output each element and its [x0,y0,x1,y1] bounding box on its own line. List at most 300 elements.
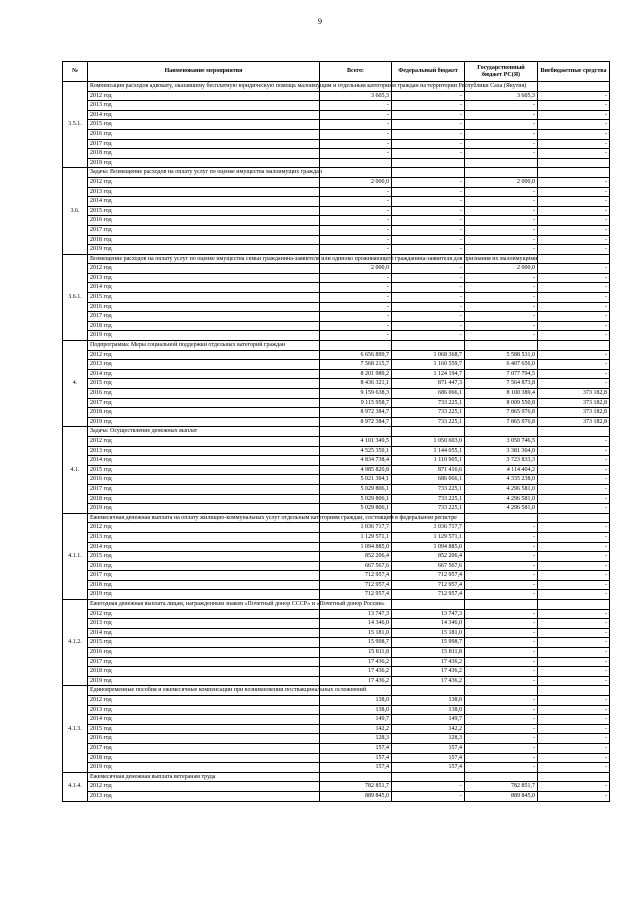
table-row [63,494,610,504]
total-cell: 4 985 820,8 [320,465,392,475]
section-title-row [63,168,610,178]
state-cell: - [465,293,538,303]
state-cell: 2 000,0 [465,264,538,274]
section-title-empty-cell [392,427,465,437]
section-title: Ежемесячная денежная выплата на оплату жилищно-коммунальных услуг отдельным категориям граждан, состоящим в федеральном регистре [88,513,320,523]
offbudget-cell: - [538,331,610,341]
table-row [63,648,610,658]
year-cell: 2019 год [88,504,320,514]
table-row [63,552,610,562]
year-cell: 2013 год [88,101,320,111]
header-federal: Федеральный бюджет [392,62,465,82]
year-cell: 2016 год [88,734,320,744]
table-row [63,705,610,715]
total-cell: - [320,321,392,331]
section-title-empty-cell [538,513,610,523]
table-row [63,302,610,312]
offbudget-cell: - [538,312,610,322]
table-row [63,782,610,792]
federal-cell: - [392,312,465,322]
year-cell: 2012 год [88,436,320,446]
section-title: Возмещение расходов на оплату услуг по оценке имущества семьи гражданина-заявителя или одиноко проживающего гражданина-заявителя для признания их малоимущими [88,254,320,264]
header-state: Государственный бюджет РС(Я) [465,62,538,82]
state-cell: - [465,245,538,255]
offbudget-cell: 373 182,8 [538,389,610,399]
year-cell: 2012 год [88,696,320,706]
section-title: Подпрограмма: Меры социальной поддержки отдельных категорий граждан [88,341,320,351]
state-cell: - [465,648,538,658]
table-row [63,791,610,801]
total-cell: 8 972 384,7 [320,417,392,427]
total-cell: 4 525 359,1 [320,446,392,456]
year-cell: 2013 год [88,273,320,283]
table-row [63,197,610,207]
table-row [63,369,610,379]
table-row [63,561,610,571]
total-cell: - [320,206,392,216]
section-title-empty-cell [465,686,538,696]
federal-cell: 686 066,1 [392,389,465,399]
year-cell: 2019 год [88,763,320,773]
state-cell: - [465,216,538,226]
year-cell: 2018 год [88,494,320,504]
year-cell: 2015 год [88,379,320,389]
section-title-empty-cell [465,600,538,610]
total-cell: 5 029 806,1 [320,504,392,514]
federal-cell: 128,3 [392,734,465,744]
offbudget-cell: - [538,619,610,629]
table-row [63,542,610,552]
section-title-empty-cell [392,772,465,782]
table-row [63,149,610,159]
state-cell: - [465,580,538,590]
table-row [63,590,610,600]
total-cell: 4 101 349,5 [320,436,392,446]
year-cell: 2016 год [88,302,320,312]
federal-cell: - [392,177,465,187]
federal-cell: - [392,235,465,245]
table-row [63,628,610,638]
state-cell: - [465,283,538,293]
table-row [63,619,610,629]
total-cell: - [320,245,392,255]
state-cell: - [465,638,538,648]
year-cell: 2015 год [88,206,320,216]
year-cell: 2017 год [88,139,320,149]
total-cell: 782 851,7 [320,782,392,792]
state-cell: 2 000,0 [465,177,538,187]
federal-cell: 733 225,1 [392,417,465,427]
offbudget-cell: - [538,369,610,379]
year-cell: 2014 год [88,628,320,638]
total-cell: - [320,235,392,245]
state-cell: - [465,523,538,533]
year-cell: 2012 год [88,91,320,101]
state-cell: - [465,110,538,120]
total-cell: 4 834 738,4 [320,456,392,466]
year-cell: 2012 год [88,177,320,187]
section-title-empty-cell [538,254,610,264]
federal-cell: 1 110 905,1 [392,456,465,466]
federal-cell: 142,2 [392,724,465,734]
offbudget-cell: - [538,504,610,514]
total-cell: - [320,331,392,341]
federal-cell: 871 416,6 [392,465,465,475]
total-cell: 13 747,3 [320,609,392,619]
state-cell: - [465,302,538,312]
year-cell: 2018 год [88,408,320,418]
table-row [63,312,610,322]
table-row [63,475,610,485]
table-row [63,446,610,456]
section-number: 4.1. [63,427,88,513]
table-row [63,504,610,514]
header-total: Всего: [320,62,392,82]
table-row [63,743,610,753]
offbudget-cell: - [538,321,610,331]
federal-cell: 733 225,1 [392,504,465,514]
offbudget-cell: - [538,360,610,370]
year-cell: 2017 год [88,312,320,322]
state-cell: - [465,628,538,638]
year-cell: 2013 год [88,532,320,542]
year-cell: 2016 год [88,475,320,485]
state-cell: 8 009 550,8 [465,398,538,408]
federal-cell: - [392,197,465,207]
total-cell: 5 029 806,1 [320,494,392,504]
state-cell: 7 564 873,8 [465,379,538,389]
table-row [63,273,610,283]
total-cell: 5 029 806,1 [320,484,392,494]
table-row [63,436,610,446]
table-row [63,724,610,734]
federal-cell: 733 225,1 [392,408,465,418]
year-cell: 2016 год [88,648,320,658]
year-cell: 2018 год [88,580,320,590]
total-cell: 17 436,2 [320,676,392,686]
year-cell: 2015 год [88,638,320,648]
federal-cell: 17 436,2 [392,657,465,667]
total-cell: 1 036 717,7 [320,523,392,533]
state-cell: 4 296 581,0 [465,484,538,494]
budget-table [62,61,610,802]
section-title-empty-cell [465,427,538,437]
state-cell: 4 114 404,2 [465,465,538,475]
state-cell: - [465,331,538,341]
total-cell: 9 159 638,3 [320,389,392,399]
table-row [63,120,610,130]
offbudget-cell: - [538,590,610,600]
federal-cell: - [392,139,465,149]
federal-cell: 712 957,4 [392,590,465,600]
offbudget-cell: - [538,129,610,139]
year-cell: 2018 год [88,753,320,763]
total-cell: 1 129 571,1 [320,532,392,542]
section-title-empty-cell [465,341,538,351]
state-cell: - [465,724,538,734]
state-cell: 7 077 794,5 [465,369,538,379]
offbudget-cell: - [538,743,610,753]
year-cell: 2016 год [88,561,320,571]
year-cell: 2015 год [88,293,320,303]
state-cell: - [465,532,538,542]
table-row [63,360,610,370]
offbudget-cell: - [538,638,610,648]
table-row [63,129,610,139]
total-cell: 149,7 [320,715,392,725]
total-cell: 15 998,7 [320,638,392,648]
year-cell: 2015 год [88,120,320,130]
offbudget-cell: - [538,657,610,667]
state-cell: - [465,743,538,753]
total-cell: 7 568 215,7 [320,360,392,370]
table-row [63,532,610,542]
total-cell: - [320,293,392,303]
section-title: Задача: Возмещение расходов на оплату услуг по оценке имущества малоимущих граждан [88,168,320,178]
total-cell: - [320,149,392,159]
header-num: № [63,62,88,82]
state-cell: - [465,312,538,322]
year-cell: 2019 год [88,331,320,341]
federal-cell: 1 094 885,0 [392,542,465,552]
year-cell: 2019 год [88,417,320,427]
federal-cell: - [392,120,465,130]
table-row [63,398,610,408]
table-row [63,187,610,197]
offbudget-cell: - [538,494,610,504]
offbudget-cell: - [538,580,610,590]
state-cell: - [465,120,538,130]
total-cell: - [320,312,392,322]
year-cell: 2013 год [88,446,320,456]
year-cell: 2014 год [88,197,320,207]
total-cell: 889 845,0 [320,791,392,801]
year-cell: 2015 год [88,552,320,562]
table-row [63,609,610,619]
federal-cell: 733 225,1 [392,398,465,408]
offbudget-cell: - [538,715,610,725]
federal-cell: - [392,225,465,235]
offbudget-cell: - [538,120,610,130]
state-cell: - [465,197,538,207]
federal-cell: 1 036 717,7 [392,523,465,533]
state-cell: - [465,542,538,552]
total-cell: 15 181,0 [320,628,392,638]
federal-cell: - [392,187,465,197]
year-cell: 2016 год [88,216,320,226]
section-number: 4.1.3. [63,686,88,772]
federal-cell: - [392,791,465,801]
offbudget-cell: - [538,436,610,446]
federal-cell: - [392,302,465,312]
offbudget-cell [538,158,610,168]
year-cell: 2017 год [88,225,320,235]
table-row [63,676,610,686]
offbudget-cell: 373 182,8 [538,398,610,408]
state-cell: - [465,187,538,197]
table-row [63,245,610,255]
year-cell: 2017 год [88,743,320,753]
state-cell: - [465,590,538,600]
state-cell: - [465,734,538,744]
table-row [63,580,610,590]
table-row [63,465,610,475]
state-cell: 3 723 833,3 [465,456,538,466]
section-title-empty-cell [465,168,538,178]
state-cell: - [465,225,538,235]
total-cell: 15 811,8 [320,648,392,658]
section-title-empty-cell [392,686,465,696]
state-cell: - [465,552,538,562]
year-cell: 2018 год [88,667,320,677]
federal-cell: - [392,273,465,283]
offbudget-cell: - [538,110,610,120]
state-cell: 4 335 238,0 [465,475,538,485]
federal-cell: - [392,216,465,226]
total-cell: 6 656 899,7 [320,350,392,360]
offbudget-cell: - [538,283,610,293]
year-cell: 2013 год [88,360,320,370]
section-title-empty-cell [465,772,538,782]
section-title-row [63,82,610,92]
section-title-empty-cell [320,427,392,437]
offbudget-cell: - [538,696,610,706]
federal-cell: 871 447,3 [392,379,465,389]
total-cell: 157,4 [320,763,392,773]
year-cell: 2014 год [88,456,320,466]
year-cell: 2013 год [88,705,320,715]
section-title-row [63,513,610,523]
offbudget-cell: - [538,245,610,255]
total-cell: 3 605,3 [320,91,392,101]
total-cell: 128,3 [320,734,392,744]
table-row [63,638,610,648]
table-row [63,753,610,763]
total-cell: - [320,139,392,149]
federal-cell: - [392,129,465,139]
offbudget-cell: - [538,542,610,552]
federal-cell: 15 181,0 [392,628,465,638]
table-row [63,101,610,111]
section-title-row [63,341,610,351]
state-cell: 3 381 304,0 [465,446,538,456]
state-cell: - [465,753,538,763]
year-cell: 2013 год [88,619,320,629]
section-number: 4.1.4. [63,772,88,801]
year-cell: 2014 год [88,283,320,293]
offbudget-cell: - [538,648,610,658]
year-cell: 2018 год [88,321,320,331]
federal-cell: 686 066,1 [392,475,465,485]
state-cell: 6 407 656,0 [465,360,538,370]
year-cell: 2014 год [88,715,320,725]
total-cell: - [320,302,392,312]
year-cell: 2012 год [88,264,320,274]
offbudget-cell: - [538,197,610,207]
page-number: 9 [318,17,322,26]
state-cell: - [465,676,538,686]
offbudget-cell: - [538,523,610,533]
section-number: 4. [63,341,88,427]
federal-cell: 138,0 [392,696,465,706]
total-cell: 8 972 384,7 [320,408,392,418]
offbudget-cell: - [538,446,610,456]
table-row [63,235,610,245]
table-row [63,264,610,274]
offbudget-cell: - [538,139,610,149]
section-title: Компенсация расходов адвокату, оказавшему бесплатную юридическую помощь малоимущим и отдельным категориям граждан на территории Республики Саха (Якутия) [88,82,320,92]
total-cell: - [320,197,392,207]
federal-cell: - [392,110,465,120]
year-cell: 2017 год [88,398,320,408]
year-cell: 2015 год [88,724,320,734]
state-cell: - [465,571,538,581]
state-cell: - [465,705,538,715]
year-cell: 2012 год [88,609,320,619]
state-cell: 782 851,7 [465,782,538,792]
year-cell: 2016 год [88,389,320,399]
section-number: 3.6.1. [63,254,88,340]
offbudget-cell: - [538,302,610,312]
section-title: Ежегодная денежная выплата лицам, награжденным знаком «Почетный донор СССР» и «Почетный донор России» [88,600,320,610]
offbudget-cell: - [538,273,610,283]
federal-cell: - [392,331,465,341]
federal-cell: 17 436,2 [392,676,465,686]
table-row [63,484,610,494]
total-cell: - [320,120,392,130]
section-title-empty-cell [538,772,610,782]
total-cell: 667 567,6 [320,561,392,571]
section-number: 3.6. [63,168,88,254]
table-row [63,225,610,235]
total-cell: 5 021 304,1 [320,475,392,485]
year-cell: 2015 год [88,465,320,475]
offbudget-cell: - [538,791,610,801]
offbudget-cell: - [538,561,610,571]
total-cell: 138,0 [320,696,392,706]
table-row [63,523,610,533]
offbudget-cell: - [538,724,610,734]
offbudget-cell: - [538,763,610,773]
federal-cell: 157,4 [392,743,465,753]
state-cell: - [465,609,538,619]
total-cell: - [320,225,392,235]
year-cell: 2013 год [88,791,320,801]
federal-cell: - [392,101,465,111]
federal-cell: 1 160 559,7 [392,360,465,370]
federal-cell: - [392,91,465,101]
federal-cell: - [392,321,465,331]
table-row [63,667,610,677]
table-row [63,763,610,773]
state-cell: 7 865 976,8 [465,408,538,418]
offbudget-cell: 373 182,8 [538,417,610,427]
offbudget-cell: - [538,571,610,581]
year-cell: 2018 год [88,235,320,245]
federal-cell: 17 436,2 [392,667,465,677]
section-number: 3.5.1. [63,82,88,168]
state-cell: 8 100 389,4 [465,389,538,399]
state-cell: - [465,149,538,159]
federal-cell: 138,0 [392,705,465,715]
section-title-row [63,427,610,437]
federal-cell [392,158,465,168]
section-title-row [63,686,610,696]
total-cell: - [320,110,392,120]
table-row [63,293,610,303]
year-cell: 2018 год [88,149,320,159]
year-cell: 2017 год [88,484,320,494]
